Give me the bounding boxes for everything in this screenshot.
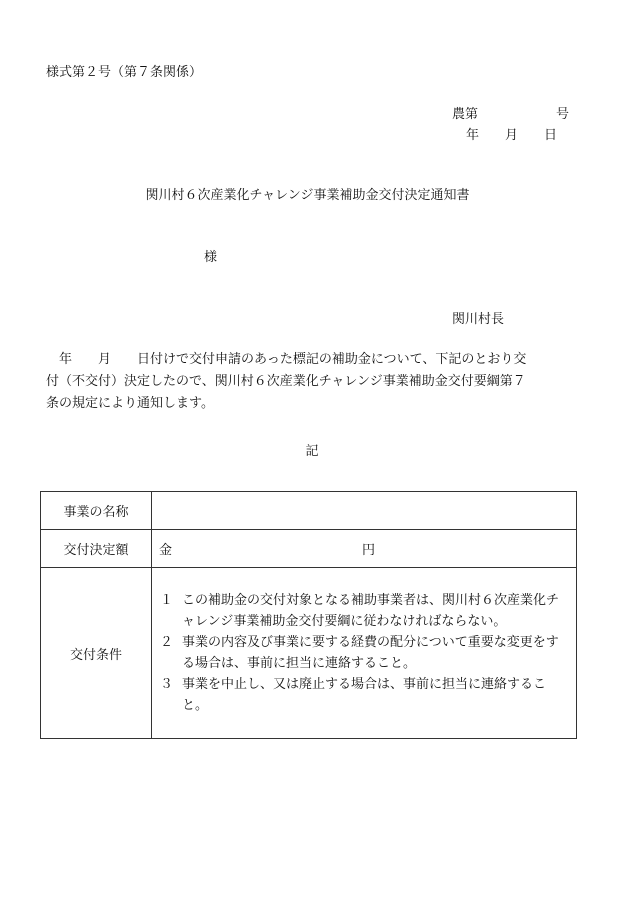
body-line: 条の規定により通知します。 (46, 396, 214, 411)
grant-amount-label: 交付決定額 (41, 530, 152, 568)
condition-item (160, 632, 568, 674)
amount-prefix: 金 (159, 543, 173, 558)
project-name-label: 事業の名称 (41, 492, 152, 530)
condition-number: ３ (160, 677, 174, 692)
issue-date: 年 月 日 (466, 128, 558, 143)
condition-text: この補助金の交付対象となる補助事業者は、関川村６次産業化チャレンジ事業補助金交付要綱に従わなければならない。 (182, 593, 560, 629)
form-number: 様式第２号（第７条関係） (46, 65, 203, 80)
table-row (41, 492, 577, 530)
details-table (40, 491, 577, 739)
body-line: 付（不交付）決定したので、関川村６次産業化チャレンジ事業補助金交付要綱第７ (46, 374, 526, 389)
project-name-value (152, 492, 577, 530)
body-paragraph (46, 349, 586, 415)
condition-number: １ (160, 593, 174, 608)
ki-heading: 記 (305, 444, 319, 459)
condition-text: 事業を中止し、又は廃止する場合は、事前に担当に連絡すること。 (182, 677, 547, 713)
conditions-list (152, 590, 576, 716)
condition-item (160, 590, 568, 632)
condition-text: 事業の内容及び事業に要する経費の配分について重要な変更をする場合は、事前に担当に連絡すること。 (182, 635, 559, 671)
grant-amount-value (152, 530, 577, 568)
conditions-value (152, 568, 577, 739)
issuer-name: 関川村長 (452, 312, 505, 327)
body-line: 年 月 日付けで交付申請のあった標記の補助金について、下記のとおり交 (46, 352, 527, 367)
condition-number: ２ (160, 635, 174, 650)
recipient-honorific: 様 (204, 250, 218, 265)
document-number: 農第 号 (452, 107, 570, 122)
table-row (41, 568, 577, 739)
condition-item (160, 674, 568, 716)
amount-suffix: 円 (362, 543, 376, 558)
table-row (41, 530, 577, 568)
document-title: 関川村６次産業化チャレンジ事業補助金交付決定通知書 (145, 188, 470, 203)
conditions-label: 交付条件 (41, 568, 152, 739)
